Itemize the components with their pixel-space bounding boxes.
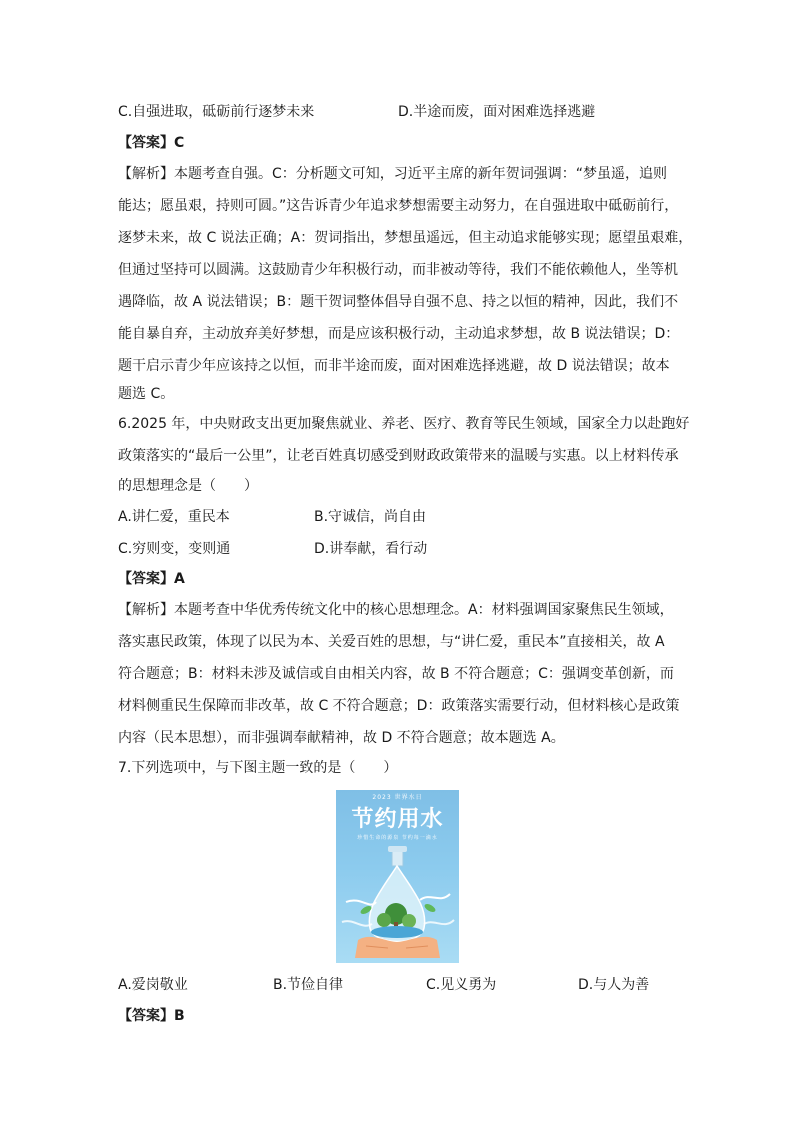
q7-option-b: B.节俭自律 [273, 977, 344, 993]
q5-analysis-line: 【解析】本题考查自强。C：分析题文可知，习近平主席的新年贺词强调：“梦虽遥，追则 [118, 166, 668, 182]
q6-analysis-line: 材料侧重民生保障而非改革，故 C 不符合题意；D：政策落实需要行动，但材料核心是政策 [118, 698, 680, 714]
q7-answer: 【答案】B [118, 1008, 185, 1024]
q7-stem: 7.下列选项中，与下图主题一致的是（ ） [118, 760, 398, 776]
poster-top-text: 2023 世界水日 [372, 794, 423, 801]
q5-option-d: D.半途而废，面对困难选择逃避 [398, 104, 596, 120]
q5-analysis-line: 但通过坚持可以圆满。这鼓励青少年积极行动，而非被动等待，我们不能依赖他人，坐等机 [118, 262, 678, 278]
q5-analysis-line: 题干启示青少年应该持之以恒，而非半途而废，面对困难选择逃避，故 D 说法错误；故本 [118, 358, 670, 374]
q6-option-a: A.讲仁爱，重民本 [118, 509, 230, 525]
q7-option-a: A.爱岗敬业 [118, 977, 188, 993]
q6-stem-line: 的思想理念是（ ） [118, 478, 258, 494]
poster-illustration [336, 790, 459, 963]
q6-stem-line: 政策落实的“最后一公里”，让老百姓真切感受到财政政策带来的温暖与实惠。以上材料传承 [118, 448, 679, 464]
q6-analysis-line: 落实惠民政策，体现了以民为本、关爱百姓的思想，与“讲仁爱，重民本”直接相关，故 A [118, 634, 665, 650]
water-saving-poster [336, 790, 459, 963]
q5-analysis-line: 能达；愿虽艰，持则可圆。”这告诉青少年追求梦想需要主动努力，在自强进取中砥砺前行， [118, 198, 679, 214]
q6-option-c: C.穷则变，变则通 [118, 541, 231, 557]
poster-sub-text: 珍惜生命的源泉 节约每一滴水 [357, 835, 438, 841]
q6-option-d: D.讲奉献，看行动 [314, 541, 428, 557]
q6-answer: 【答案】A [118, 571, 185, 587]
q7-option-d: D.与人为善 [578, 977, 650, 993]
q5-option-c: C.自强进取，砥砺前行逐梦未来 [118, 104, 315, 120]
q7-option-c: C.见义勇为 [426, 977, 497, 993]
q6-option-b: B.守诚信，尚自由 [314, 509, 427, 525]
q5-analysis-line: 遇降临，故 A 说法错误；B：题干贺词整体倡导自强不息、持之以恒的精神，因此，我们不 [118, 294, 679, 310]
q6-analysis-line: 【解析】本题考查中华优秀传统文化中的核心思想理念。A：材料强调国家聚焦民生领域， [118, 602, 674, 618]
poster-title: 节约用水 [351, 807, 444, 832]
q5-analysis-line: 题选 C。 [118, 386, 175, 402]
q6-stem-line: 6.2025 年，中央财政支出更加聚焦就业、养老、医疗、教育等民生领域，国家全力以赴跑好 [118, 416, 690, 432]
q5-analysis-line: 逐梦未来，故 C 说法正确；A：贺词指出，梦想虽遥远，但主动追求能够实现；愿望虽艰难， [118, 230, 693, 246]
q5-answer: 【答案】C [118, 135, 185, 151]
q6-analysis-line: 内容（民本思想），而非强调奉献精神，故 D 不符合题意；故本题选 A。 [118, 730, 565, 746]
q5-analysis-line: 能自暴自弃，主动放弃美好梦想，而是应该积极行动，主动追求梦想，故 B 说法错误；D： [118, 326, 680, 342]
q6-analysis-line: 符合题意；B：材料未涉及诚信或自由相关内容，故 B 不符合题意；C：强调变革创新，而 [118, 666, 674, 682]
